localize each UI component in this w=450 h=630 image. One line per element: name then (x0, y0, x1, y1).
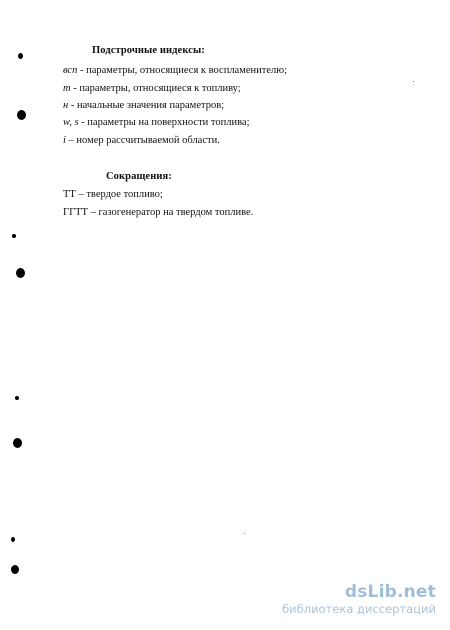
abbreviations-heading: Сокращения: (106, 171, 172, 182)
abbr-term: i (63, 135, 66, 146)
abbr-term: ТТ (63, 189, 76, 200)
abbr-term: н (63, 100, 69, 111)
punch-hole (16, 268, 25, 278)
list-item (63, 117, 249, 128)
abbr-definition: – номер рассчитываемой области. (65, 135, 220, 146)
punch-hole (11, 565, 19, 574)
abbr-term: т (63, 83, 71, 94)
list-item (63, 135, 220, 146)
watermark-subtitle: библиотека диссертаций (282, 602, 436, 616)
abbr-definition: - начальные значения параметров; (68, 100, 225, 111)
punch-hole (12, 234, 16, 238)
scan-speck (244, 533, 245, 534)
abbr-term: ГГТТ (63, 207, 88, 218)
punch-hole (13, 438, 22, 448)
list-item (63, 207, 253, 218)
indices-heading: Подстрочные индексы: (92, 45, 205, 56)
punch-hole (11, 537, 15, 542)
abbr-definition: - параметры, относящиеся к воспламенителю; (77, 65, 288, 76)
abbr-definition: - параметры на поверхности топлива; (78, 117, 250, 128)
abbr-definition: – газогенератор на твердом топливе. (87, 207, 254, 218)
list-item (63, 65, 287, 76)
list-item (63, 100, 224, 111)
punch-hole (15, 396, 19, 400)
list-item (63, 83, 241, 94)
watermark-logo: dsLib.net (344, 582, 436, 602)
list-item (63, 189, 163, 200)
scan-speck (413, 81, 414, 82)
abbr-term: w, s (63, 117, 79, 128)
abbr-definition: – твердое топливо; (75, 189, 163, 200)
abbr-term: всп (63, 65, 78, 76)
punch-hole (18, 53, 23, 59)
punch-hole (17, 110, 26, 120)
abbr-definition: - параметры, относящиеся к топливу; (70, 83, 241, 94)
